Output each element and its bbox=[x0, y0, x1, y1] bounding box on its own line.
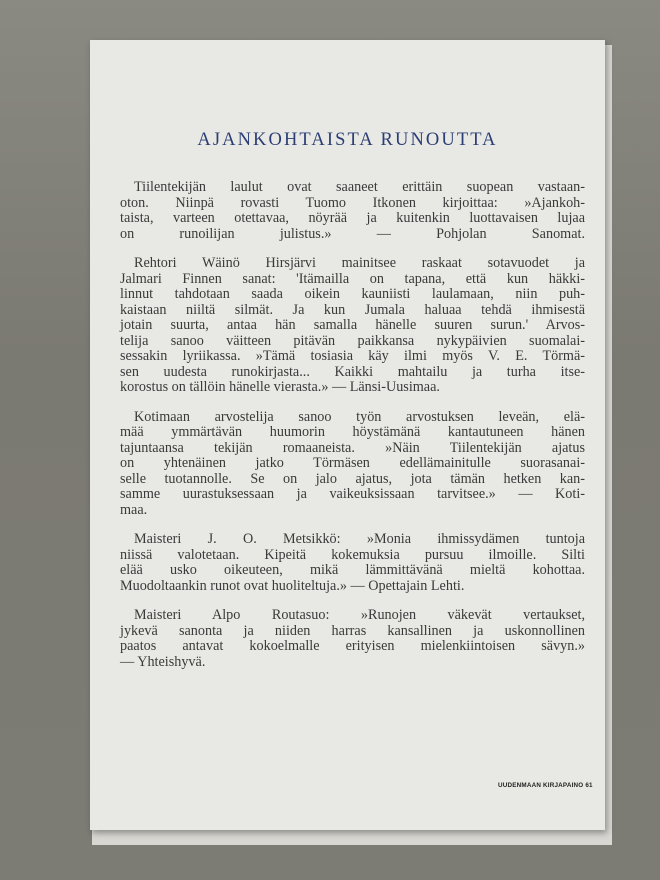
text-line: samme uurastuksessaan ja vaikeuksissaan tarvitsee.» — Koti- bbox=[120, 486, 585, 502]
text-line: taista, varteen otettavaa, nöyrää ja kuitenkin luottavaisen lujaa bbox=[120, 210, 585, 226]
review-paragraph-5 bbox=[120, 608, 585, 670]
text-line: jotain suurta, antaa hän samalla hänelle suuren surun.' Arvos- bbox=[120, 317, 585, 333]
review-paragraph-2 bbox=[120, 256, 585, 396]
page-title: AJANKOHTAISTA RUNOUTTA bbox=[197, 130, 498, 150]
text-line: Muodoltaankin runot ovat huoliteltuja.» — Opettajain Lehti. bbox=[120, 577, 465, 594]
text-line: Maisteri J. O. Metsikkö: »Monia ihmissydämen tuntoja bbox=[134, 531, 585, 547]
text-line: niissä valotetaan. Kipeitä kokemuksia pursuu ilmoille. Silti bbox=[120, 546, 585, 563]
text-line: korostus on tällöin hänelle vierasta.» — Länsi-Uusimaa. bbox=[120, 379, 440, 395]
printer-mark: UUDENMAAN KIRJAPAINO 61 bbox=[498, 782, 593, 789]
text-line: Maisteri Alpo Routasuo: »Runojen väkevät vertaukset, bbox=[134, 607, 585, 623]
text-line: elää usko oikeuteen, mikä lämmittävänä mieltä kohottaa. bbox=[120, 562, 585, 578]
text-line: Kotimaan arvostelija sanoo työn arvostuksen leveän, elä- bbox=[134, 408, 585, 425]
text-line: paatos antavat kokoelmalle erityisen mielenkiintoisen sävyn.» bbox=[120, 638, 585, 654]
review-paragraph-1 bbox=[120, 180, 585, 242]
text-line: kaistaan niiltä silmät. Ja kun Jumala haluaa tehdä ihmisestä bbox=[120, 301, 585, 318]
review-paragraph-4 bbox=[120, 532, 585, 594]
text-line: sessakin lyriikassa. »Tämä tosiasia käy ilmi myös V. E. Törmä- bbox=[120, 348, 585, 364]
text-line: Rehtori Wäinö Hirsjärvi mainitsee raskaat sotavuodet ja bbox=[134, 255, 585, 271]
text-line: Jalmari Finnen sanat: 'Itämailla on tapana, että kun häkki- bbox=[120, 270, 585, 287]
review-paragraph-3 bbox=[120, 410, 585, 519]
text-line: mää ymmärtävän huumorin höystämänä kantautuneen hänen bbox=[120, 424, 585, 440]
text-line: selle tuotannolle. Se on jalo ajatus, jota tämän hetken kan- bbox=[120, 470, 585, 487]
text-line: sen uudesta runokirjasta... Kaikki mahtailu ja turha itse- bbox=[120, 363, 585, 380]
text-line: linnut tahdotaan saada oikein kauniisti laulamaan, niin puh- bbox=[120, 286, 585, 302]
text-line: telija sanoo väitteen pitävän paikkansa nykypäivien suomalai- bbox=[120, 332, 585, 349]
text-line: Tiilentekijän laulut ovat saaneet erittäin suopean vastaan- bbox=[134, 179, 585, 195]
text-line: maa. bbox=[120, 501, 148, 518]
text-line: on yhtenäinen jatko Törmäsen edellämainitulle suorasanai- bbox=[120, 455, 585, 471]
text-line: jykevä sanonta ja niiden harras kansallinen ja uskonnollinen bbox=[120, 622, 585, 639]
text-line: oton. Niinpä rovasti Tuomo Itkonen kirjoittaa: »Ajankoh- bbox=[120, 194, 585, 211]
text-line: on runoilijan julistus.» — Pohjolan Sanomat. bbox=[120, 225, 585, 242]
text-line: tajuntaansa tekijän romaaneista. »Näin Tiilentekijän ajatus bbox=[120, 439, 585, 456]
text-line: — Yhteishyvä. bbox=[120, 653, 206, 670]
blurb-text bbox=[120, 180, 585, 684]
